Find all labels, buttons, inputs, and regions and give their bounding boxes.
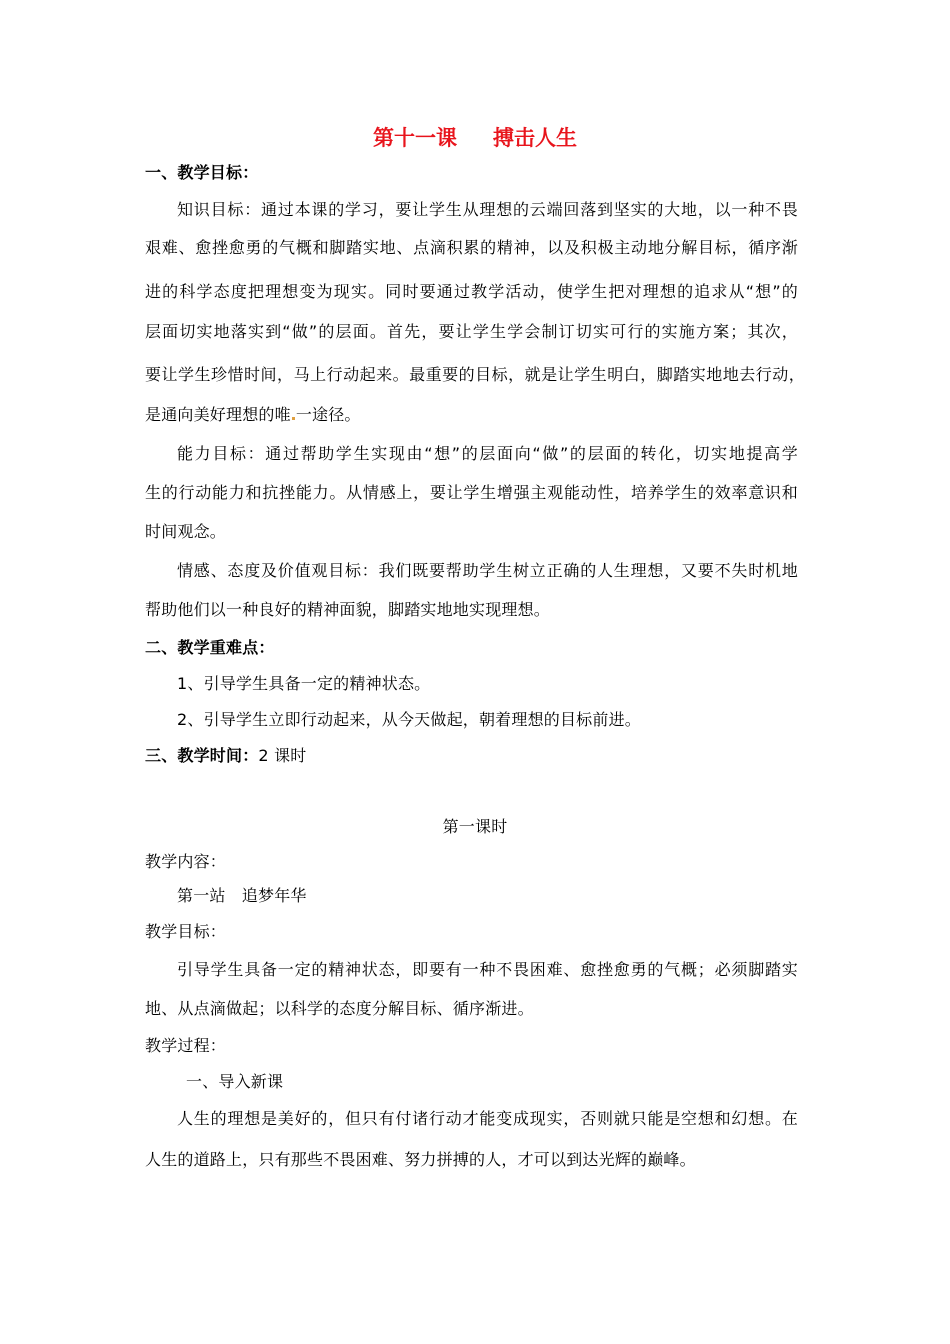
knowledge-goal-line-6 bbox=[145, 405, 361, 425]
lesson-title-number: 第十一课 bbox=[373, 126, 457, 150]
ability-goal-line-1: 能力目标：通过帮助学生实现由“想”的层面向“做”的层面的转化，切实地提高学 bbox=[177, 444, 798, 463]
lesson-heading: 第一课时 bbox=[442, 817, 508, 836]
section-teaching-time bbox=[145, 746, 306, 766]
station-title: 第一站 追梦年华 bbox=[177, 886, 307, 905]
knowledge-goal-line-6-start: 是通向美好理想的唯 bbox=[145, 405, 291, 424]
knowledge-goal-line-5: 要让学生珍惜时间，马上行动起来。最重要的目标，就是让学生明白，脚踏实地地去行动， bbox=[145, 365, 805, 384]
section-heading-key-points: 二、教学重难点： bbox=[145, 638, 275, 657]
teaching-time-value: 2 课时 bbox=[258, 746, 307, 765]
knowledge-goal-line-4: 层面切实地落实到“做”的层面。首先，要让学生学会制订切实可行的实施方案；其次， bbox=[145, 322, 798, 341]
intro-line-1: 人生的理想是美好的，但只有付诸行动才能变成现实，否则就只能是空想和幻想。在 bbox=[177, 1109, 798, 1128]
lesson-goal-line-1: 引导学生具备一定的精神状态，即要有一种不畏困难、愈挫愈勇的气概；必须脚踏实 bbox=[177, 960, 798, 979]
lesson-title bbox=[0, 124, 950, 152]
content-label: 教学内容： bbox=[145, 852, 227, 871]
intro-line-2: 人生的道路上，只有那些不畏困难、努力拼搏的人，才可以到达光辉的巅峰。 bbox=[145, 1150, 696, 1169]
section-heading-time: 三、教学时间： bbox=[145, 746, 259, 765]
section-heading-objectives: 一、教学目标： bbox=[145, 163, 259, 182]
knowledge-goal-line-2: 艰难、愈挫愈勇的气概和脚踏实地、点滴积累的精神，以及积极主动地分解目标，循序渐 bbox=[145, 238, 798, 257]
ability-goal-line-2: 生的行动能力和抗挫能力。从情感上，要让学生增强主观能动性，培养学生的效率意识和 bbox=[145, 483, 798, 502]
ability-goal-line-3: 时间观念。 bbox=[145, 522, 227, 541]
lesson-goal-line-2: 地、从点滴做起；以科学的态度分解目标、循序渐进。 bbox=[145, 999, 534, 1018]
edit-mark bbox=[292, 417, 295, 420]
knowledge-goal-line-6-end: 一途径。 bbox=[295, 405, 361, 424]
emotion-goal-line-1: 情感、态度及价值观目标：我们既要帮助学生树立正确的人生理想，又要不失时机地 bbox=[177, 561, 798, 580]
intro-heading: 一、导入新课 bbox=[186, 1072, 284, 1091]
key-point-1: 1、引导学生具备一定的精神状态。 bbox=[177, 674, 431, 693]
emotion-goal-line-2: 帮助他们以一种良好的精神面貌，脚踏实地地实现理想。 bbox=[145, 600, 551, 619]
knowledge-goal-line-3: 进的科学态度把理想变为现实。同时要通过教学活动，使学生把对理想的追求从“想”的 bbox=[145, 282, 798, 301]
goal-label: 教学目标： bbox=[145, 922, 227, 941]
key-point-2: 2、引导学生立即行动起来，从今天做起，朝着理想的目标前进。 bbox=[177, 710, 641, 729]
lesson-title-name: 搏击人生 bbox=[493, 126, 577, 150]
knowledge-goal-line-1: 知识目标：通过本课的学习，要让学生从理想的云端回落到坚实的大地，以一种不畏 bbox=[177, 200, 798, 219]
process-label: 教学过程： bbox=[145, 1036, 227, 1055]
